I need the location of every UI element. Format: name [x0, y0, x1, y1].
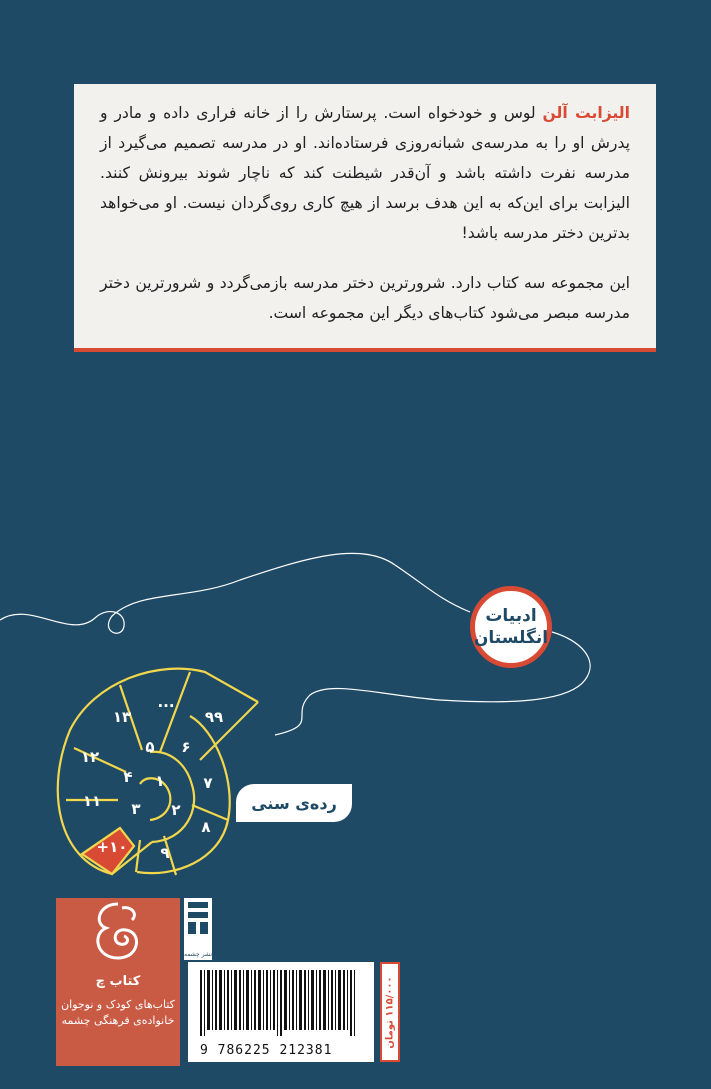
barcode — [188, 962, 374, 1062]
imprint-subtitle — [61, 997, 175, 1029]
age-outer-2: ۱۲ — [80, 748, 100, 766]
isbn-number: 9 786225 212381 — [200, 1043, 333, 1058]
book-logo-icon — [186, 898, 210, 938]
age-outer-3: ۱۳ — [112, 708, 132, 726]
age-range-label: رده‌ی سنی — [236, 784, 352, 822]
age-outer-5: ۹۹ — [204, 708, 224, 726]
age-outer-4: ... — [157, 693, 175, 711]
imprint-seal — [56, 898, 180, 1066]
blurb-text-1: لوس و خودخواه است. پرستارش را از خانه فراری داده و مادر و پدرش او را به مدرسه‌ی شبانه‌روزی فرستاده‌اند. او در مدرسه تصمیم می‌گیرد از مدرسه نفرت داشته باشد و آن‌قدر شیطنت کند که ناچار شوند بیرونش کنند. الیزابت برای این‌که به این هدف برسد از هیچ کاری روی‌گردان نیست. او می‌خواهد بدترین دختر مدرسه باشد! — [100, 104, 630, 242]
kid-spiral-logo-icon — [78, 898, 158, 968]
age-inner-5: ۵ — [145, 738, 155, 756]
category-line-1: ادبیات — [485, 606, 537, 626]
publisher-logo — [184, 898, 212, 960]
imprint-line-2: خانواده‌ی فرهنگی چشمه — [61, 1014, 175, 1027]
age-inner-9: ۹ — [160, 844, 170, 862]
age-inner-1: ۱ — [155, 772, 165, 790]
age-highlighted: +۱۰ — [96, 838, 128, 856]
category-line-2: انگلستان — [473, 628, 549, 648]
price-tag — [380, 962, 400, 1062]
age-inner-4: ۴ — [123, 768, 133, 786]
imprint-brand: کتاب چ — [95, 974, 141, 989]
age-inner-2: ۲ — [171, 801, 181, 819]
age-inner-3: ۳ — [131, 800, 141, 818]
blurb-paragraph-2: این مجموعه سه کتاب دارد. شرورترین دختر مدرسه بازمی‌گردد و شرورترین دختر مدرسه مبصر می‌شود کتاب‌های دیگر این مجموعه است. — [100, 274, 630, 322]
barcode-bars — [188, 962, 374, 1042]
imprint-line-1: کتاب‌های کودک و نوجوان — [61, 998, 175, 1011]
publisher-caption: نشر چشمه — [184, 951, 212, 958]
age-inner-8: ۸ — [201, 818, 211, 836]
age-outer-1: ۱۱ — [82, 792, 102, 810]
category-badge — [470, 586, 552, 668]
title-highlight: الیزابت آلن — [542, 104, 630, 122]
age-inner-6: ۶ — [181, 738, 191, 756]
price-text: ۱۱۵/۰۰۰ تومان — [384, 975, 396, 1049]
age-inner-7: ۷ — [203, 774, 213, 792]
